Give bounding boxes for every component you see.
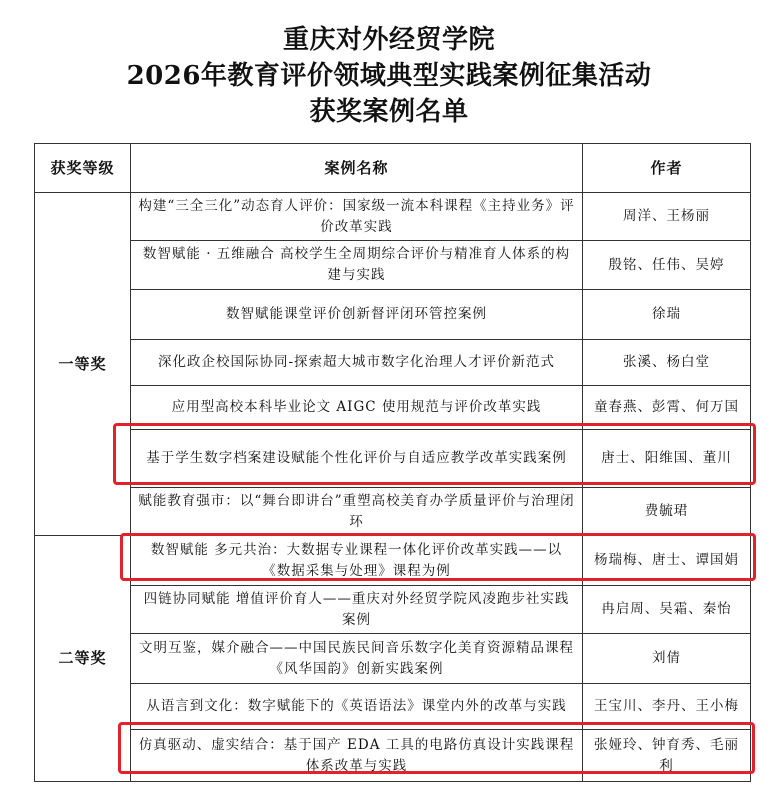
- table-row: [35, 241, 751, 290]
- author-cell: 徐瑞: [583, 290, 751, 340]
- table-row: [35, 684, 751, 730]
- case-name-cell: 文明互鉴，媒介融合——中国民族民间音乐数字化美育资源精品课程《风华国韵》创新实践案例: [131, 634, 583, 684]
- author-cell: 费毓珺: [583, 488, 751, 536]
- case-name-cell: 应用型高校本科毕业论文 AIGC 使用规范与评价改革实践: [131, 386, 583, 430]
- author-cell: 刘倩: [583, 634, 751, 684]
- case-name-cell: 构建“三全三化”动态育人评价：国家级一流本科课程《主持业务》评价改革实践: [131, 193, 583, 241]
- table-header-row: [35, 144, 751, 193]
- title-list: 获奖案例名单: [309, 97, 469, 127]
- case-name-cell: 四链协同赋能 增值评价育人——重庆对外经贸学院风凌跑步社实践案例: [131, 586, 583, 634]
- level-first-prize: 一等奖: [35, 193, 131, 536]
- case-name-cell: 深化政企校国际协同-探索超大城市数字化治理人才评价新范式: [131, 340, 583, 386]
- level-second-prize: 二等奖: [35, 536, 131, 782]
- author-cell: 冉启周、吴霜、秦怡: [583, 586, 751, 634]
- case-name-cell: 数智赋能课堂评价创新督评闭环管控案例: [131, 290, 583, 340]
- table-row: [35, 386, 751, 430]
- case-name-cell: 从语言到文化：数字赋能下的《英语语法》课堂内外的改革与实践: [131, 684, 583, 730]
- table-row: [35, 340, 751, 386]
- table-row: [35, 586, 751, 634]
- case-name-cell: 数智赋能 · 五维融合 高校学生全周期综合评价与精准育人体系的构建与实践: [131, 241, 583, 290]
- document-title: [0, 22, 778, 130]
- author-cell: 周洋、王杨丽: [583, 193, 751, 241]
- table-row: [35, 290, 751, 340]
- table-row: [35, 488, 751, 536]
- author-cell: 王宝川、李丹、王小梅: [583, 684, 751, 730]
- table-row: [35, 634, 751, 684]
- case-name-cell: 基于学生数字档案建设赋能个性化评价与自适应教学改革实践案例: [131, 430, 583, 488]
- case-name-cell: 仿真驱动、虚实结合：基于国产 EDA 工具的电路仿真设计实践课程体系改革与实践: [131, 730, 583, 782]
- header-level: 获奖等级: [35, 144, 131, 193]
- table-row: [35, 536, 751, 586]
- header-author: 作者: [583, 144, 751, 193]
- header-case-name: 案例名称: [131, 144, 583, 193]
- author-cell: 殷铭、任伟、吴婷: [583, 241, 751, 290]
- author-cell: 杨瑞梅、唐士、谭国娟: [583, 536, 751, 586]
- title-activity: 2026年教育评价领域典型实践案例征集活动: [126, 61, 652, 91]
- case-name-cell: 赋能教育强市：以“舞台即讲台”重塑高校美育办学质量评价与治理闭环: [131, 488, 583, 536]
- author-cell: 张娅玲、钟育秀、毛丽利: [583, 730, 751, 782]
- author-cell: 唐士、阳维国、董川: [583, 430, 751, 488]
- award-table: [34, 143, 751, 782]
- table-row: [35, 193, 751, 241]
- case-name-cell: 数智赋能 多元共治：大数据专业课程一体化评价改革实践——以《数据采集与处理》课程为例: [131, 536, 583, 586]
- table-row: [35, 730, 751, 782]
- author-cell: 张溪、杨白堂: [583, 340, 751, 386]
- author-cell: 童春燕、彭霄、何万国: [583, 386, 751, 430]
- title-institution: 重庆对外经贸学院: [282, 25, 495, 55]
- table-row: [35, 430, 751, 488]
